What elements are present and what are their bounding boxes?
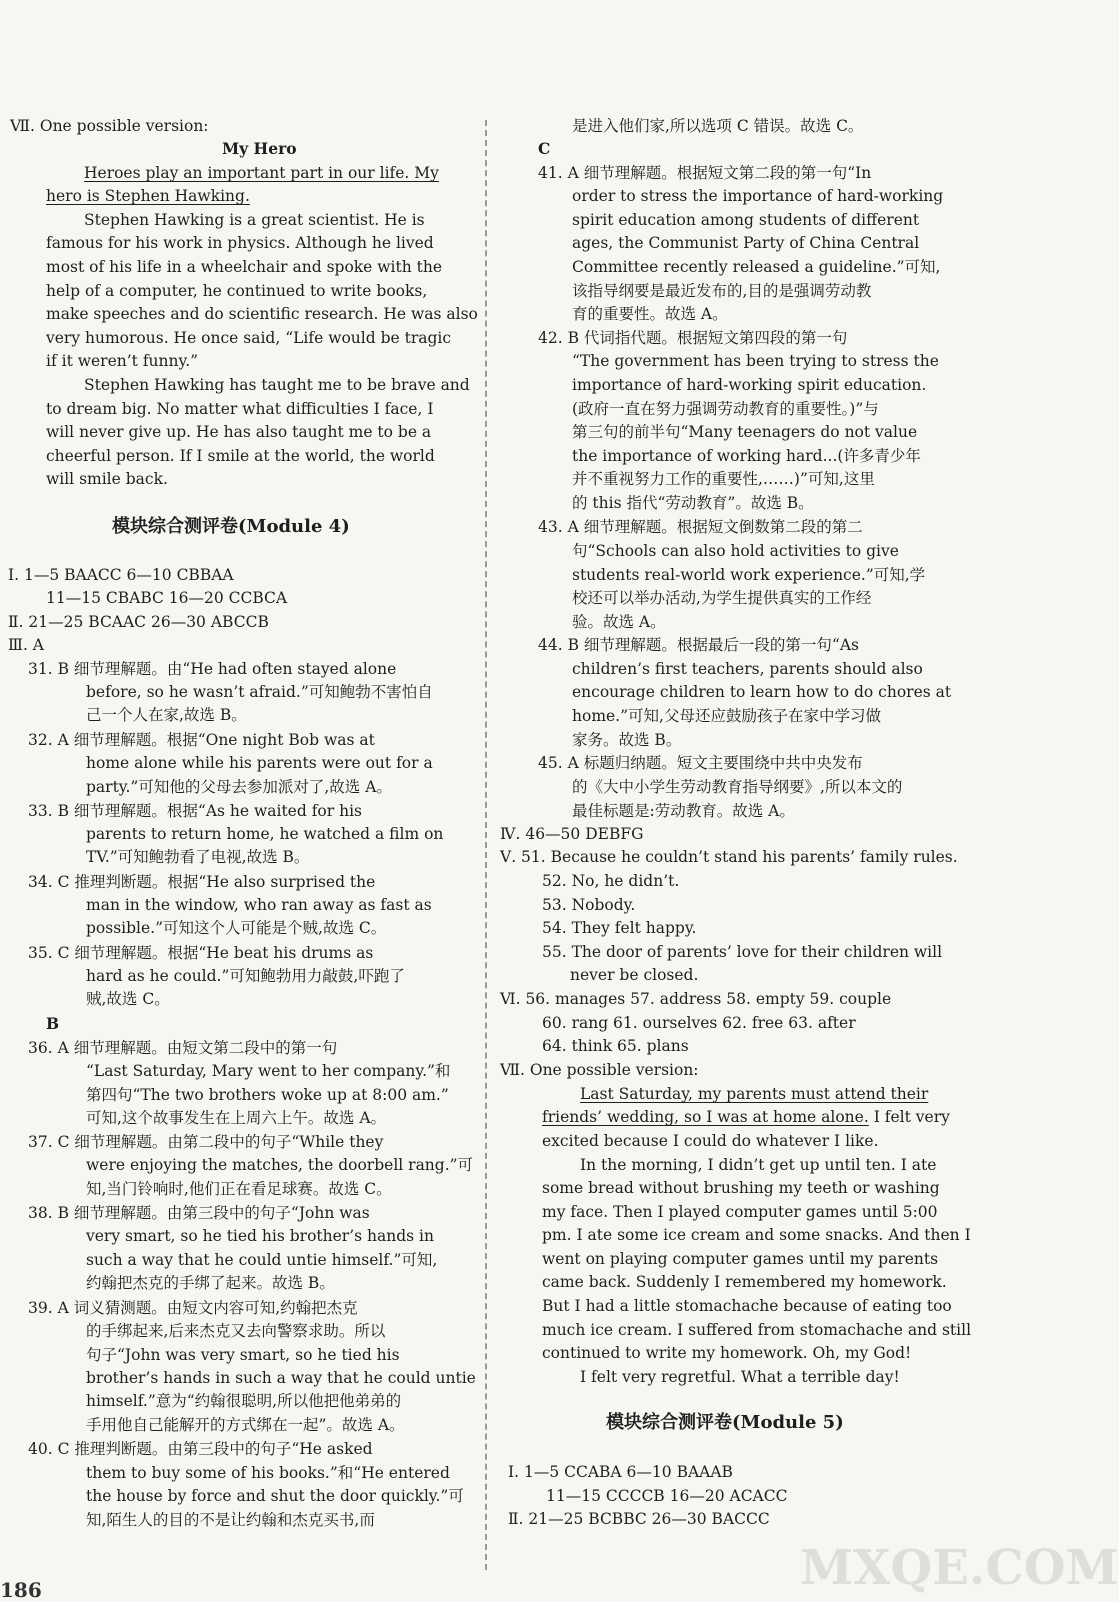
right-text-line: 的 this 指代“劳动教育”。故选 B。 [572, 494, 814, 512]
right-text-line: 并不重视努力工作的重要性,……)”可知,这里 [572, 470, 875, 488]
right-text-line: 53. Nobody. [542, 896, 636, 914]
right-text-line: Ⅵ. 56. manages 57. address 58. empty 59. couple [500, 990, 892, 1008]
left-text-line: 37. C 细节理解题。由第二段中的句子“While they [28, 1133, 384, 1151]
right-text-line: home.”可知,父母还应鼓励孩子在家中学习做 [572, 707, 881, 725]
left-text-line: Stephen Hawking has taught me to be brave and [84, 376, 470, 394]
right-text-line: I felt very regretful. What a terrible day! [580, 1368, 900, 1386]
left-text-line: Stephen Hawking is a great scientist. He is [84, 211, 425, 229]
right-text-line: Ⅳ. 46—50 DEBFG [500, 825, 644, 843]
right-text-line: 42. B 代词指代题。根据短文第四段的第一句 [538, 329, 848, 347]
right-text-line: came back. Suddenly I remembered my homework. [542, 1273, 947, 1291]
left-text-line: home alone while his parents were out for a [86, 754, 433, 772]
column-divider [485, 120, 487, 1570]
left-text-line: Heroes play an important part in our life. My [84, 164, 439, 182]
left-text-line: brother’s hands in such a way that he could untie [86, 1369, 476, 1387]
right-text-line: 41. A 细节理解题。根据短文第二段的第一句“In [538, 164, 872, 182]
left-text-line: 知,当门铃响时,他们正在看足球赛。故选 C。 [86, 1180, 392, 1198]
right-text-line: some bread without brushing my teeth or washing [542, 1179, 940, 1197]
right-text-line: never be closed. [570, 966, 699, 984]
left-text-line: will never give up. He has also taught me to be a [46, 423, 432, 441]
left-text-line: 约翰把杰克的手绑了起来。故选 B。 [86, 1274, 335, 1292]
left-text-line: the house by force and shut the door quickly.”可 [86, 1487, 464, 1505]
right-text-line: 的《大中小学生劳动教育指导纲要》,所以本文的 [572, 778, 903, 796]
right-text-line: 第三句的前半句“Many teenagers do not value [572, 423, 918, 441]
right-text-line: Ⅶ. One possible version: [500, 1061, 699, 1079]
right-text-line: 44. B 细节理解题。根据最后一段的第一句“As [538, 636, 859, 654]
left-text-line: 33. B 细节理解题。根据“As he waited for his [28, 802, 362, 820]
left-text-line: 贼,故选 C。 [86, 990, 170, 1008]
left-text-line: will smile back. [46, 470, 168, 488]
page-number: 186 [0, 1578, 42, 1602]
right-text-line: 64. think 65. plans [542, 1037, 689, 1055]
left-text-line: help of a computer, he continued to write books, [46, 282, 428, 300]
right-text-line: In the morning, I didn’t get up until ten. I ate [580, 1156, 937, 1174]
left-text-line: very humorous. He once said, “Life would be tragic [46, 329, 452, 347]
right-text-line: But I had a little stomachache because of eating too [542, 1297, 952, 1315]
left-text-line: 可知,这个故事发生在上周六上午。故选 A。 [86, 1109, 387, 1127]
right-text-line: 是进入他们家,所以选项 C 错误。故选 C。 [572, 117, 864, 135]
left-text-line: My Hero [222, 139, 297, 158]
right-text-line: Ⅱ. 21—25 BCBBC 26—30 BACCC [508, 1510, 770, 1528]
left-text-line: 的手绑起来,后来杰克又去向警察求助。所以 [86, 1322, 386, 1340]
right-text-line: spirit education among students of different [572, 211, 920, 229]
right-text-line: Ⅴ. 51. Because he couldn’t stand his parents’ family rules. [500, 848, 958, 866]
right-text-line: 最佳标题是:劳动教育。故选 A。 [572, 802, 795, 820]
right-text-line: 45. A 标题归纳题。短文主要围绕中共中央发布 [538, 754, 863, 772]
left-text-line: 31. B 细节理解题。由“He had often stayed alone [28, 660, 397, 678]
left-text-line: himself.”意为“约翰很聪明,所以他把他弟弟的 [86, 1392, 402, 1410]
left-text-line: were enjoying the matches, the doorbell rang.”可 [86, 1156, 474, 1174]
left-text-line: 手用他自己能解开的方式绑在一起”。故选 A。 [86, 1416, 405, 1434]
left-text-line: Ⅱ. 21—25 BCAAC 26—30 ABCCB [8, 613, 269, 631]
left-text-line: to dream big. No matter what difficulties I face, I [46, 400, 434, 418]
left-text-line: party.”可知他的父母去参加派对了,故选 A。 [86, 778, 392, 796]
right-text-line: excited because I could do whatever I like. [542, 1132, 879, 1150]
left-text-line: parents to return home, he watched a film on [86, 825, 444, 843]
right-text-line: 52. No, he didn’t. [542, 872, 680, 890]
left-text-line: famous for his work in physics. Although he lived [46, 234, 434, 252]
right-text-line: Ⅰ. 1—5 CCABA 6—10 BAAAB [508, 1463, 733, 1481]
left-text-line: make speeches and do scientific research. He was also [46, 305, 478, 323]
left-text-line: man in the window, who ran away as fast as [86, 896, 432, 914]
left-text-line: 35. C 细节理解题。根据“He beat his drums as [28, 944, 374, 962]
left-text-line: 己一个人在家,故选 B。 [86, 706, 247, 724]
watermark: MXQE.COM [800, 1540, 1119, 1596]
right-text-line: continued to write my homework. Oh, my God! [542, 1344, 912, 1362]
right-text-line: 60. rang 61. ourselves 62. free 63. after [542, 1014, 856, 1032]
right-text-line: 43. A 细节理解题。根据短文倒数第二段的第二 [538, 518, 863, 536]
left-text-line: hero is Stephen Hawking. [46, 187, 250, 205]
right-text-line: students real-world work experience.”可知,学 [572, 566, 926, 584]
left-text-line: before, so he wasn’t afraid.”可知鲍勃不害怕自 [86, 683, 433, 701]
right-text-line: importance of hard-working spirit education. [572, 376, 927, 394]
left-text-line: “Last Saturday, Mary went to her company.”和 [86, 1062, 451, 1080]
left-text-line: possible.”可知这个人可能是个贼,故选 C。 [86, 919, 387, 937]
right-text-line: 11—15 CCCCB 16—20 ACACC [546, 1487, 788, 1505]
left-text-line: 32. A 细节理解题。根据“One night Bob was at [28, 731, 375, 749]
right-text-line: went on playing computer games until my parents [542, 1250, 939, 1268]
left-text-line: very smart, so he tied his brother’s hands in [86, 1227, 434, 1245]
right-text-line: children’s first teachers, parents should also [572, 660, 923, 678]
left-text-line: 句子“John was very smart, so he tied his [86, 1346, 400, 1364]
right-text-line: “The government has been trying to stress the [572, 352, 939, 370]
right-text-line: pm. I ate some ice cream and some snacks. And then I [542, 1226, 971, 1244]
right-text-line: 该指导纲要是最近发布的,目的是强调劳动教 [572, 282, 872, 300]
right-text-line: 验。故选 A。 [572, 613, 666, 631]
right-text-line: much ice cream. I suffered from stomachache and still [542, 1321, 972, 1339]
right-text-line: 55. The door of parents’ love for their children will [542, 943, 943, 961]
left-text-line: Ⅲ. A [8, 636, 44, 654]
right-text-line: 句“Schools can also hold activities to give [572, 542, 899, 560]
left-text-line: 第四句“The two brothers woke up at 8:00 am.” [86, 1086, 449, 1104]
right-text-line: Last Saturday, my parents must attend their [580, 1085, 929, 1103]
right-text-line: the importance of working hard...(许多青少年 [572, 447, 921, 465]
left-text-line: 39. A 词义猜测题。由短文内容可知,约翰把杰克 [28, 1299, 358, 1317]
left-text-line: 模块综合测评卷(Module 4) [112, 516, 350, 537]
left-text-line: 40. C 推理判断题。由第三段中的句子“He asked [28, 1440, 373, 1458]
left-text-line: TV.”可知鲍勃看了电视,故选 B。 [86, 848, 310, 866]
left-text-line: Ⅰ. 1—5 BAACC 6—10 CBBAA [8, 566, 234, 584]
right-text-line: 模块综合测评卷(Module 5) [606, 1412, 844, 1433]
right-text-line: encourage children to learn how to do chores at [572, 683, 952, 701]
left-text-line: 36. A 细节理解题。由短文第二段中的第一句 [28, 1039, 338, 1057]
left-text-line: such a way that he could untie himself.”可知, [86, 1251, 438, 1269]
left-text-line: 11—15 CBABC 16—20 CCBCA [46, 589, 288, 607]
right-text-line: 54. They felt happy. [542, 919, 697, 937]
left-text-line: 38. B 细节理解题。由第三段中的句子“John was [28, 1204, 370, 1222]
left-text-line: if it weren’t funny.” [46, 352, 199, 370]
left-text-line: most of his life in a wheelchair and spoke with the [46, 258, 443, 276]
right-text-line: 校还可以举办活动,为学生提供真实的工作经 [572, 589, 872, 607]
right-text-line: C [538, 139, 551, 158]
left-text-line: Ⅶ. One possible version: [10, 117, 209, 135]
right-text-line: order to stress the importance of hard-working [572, 187, 944, 205]
right-text-line: my face. Then I played computer games until 5:00 [542, 1203, 938, 1221]
left-text-line: B [46, 1014, 60, 1033]
right-text-line: Committee recently released a guideline.”可知, [572, 258, 941, 276]
left-text-line: them to buy some of his books.”和“He entered [86, 1464, 450, 1482]
left-text-line: cheerful person. If I smile at the world, the world [46, 447, 435, 465]
right-text-line: 家务。故选 B。 [572, 731, 682, 749]
left-text-line: 知,陌生人的目的不是让约翰和杰克买书,而 [86, 1511, 375, 1529]
right-text-line: 育的重要性。故选 A。 [572, 305, 728, 323]
right-text-line: ages, the Communist Party of China Central [572, 234, 920, 252]
left-text-line: hard as he could.”可知鲍勃用力敲鼓,吓跑了 [86, 967, 405, 985]
right-text-line: (政府一直在努力强调劳动教育的重要性。)”与 [572, 400, 879, 418]
right-text-line: friends’ wedding, so I was at home alone. I felt very [542, 1108, 950, 1126]
left-text-line: 34. C 推理判断题。根据“He also surprised the [28, 873, 376, 891]
